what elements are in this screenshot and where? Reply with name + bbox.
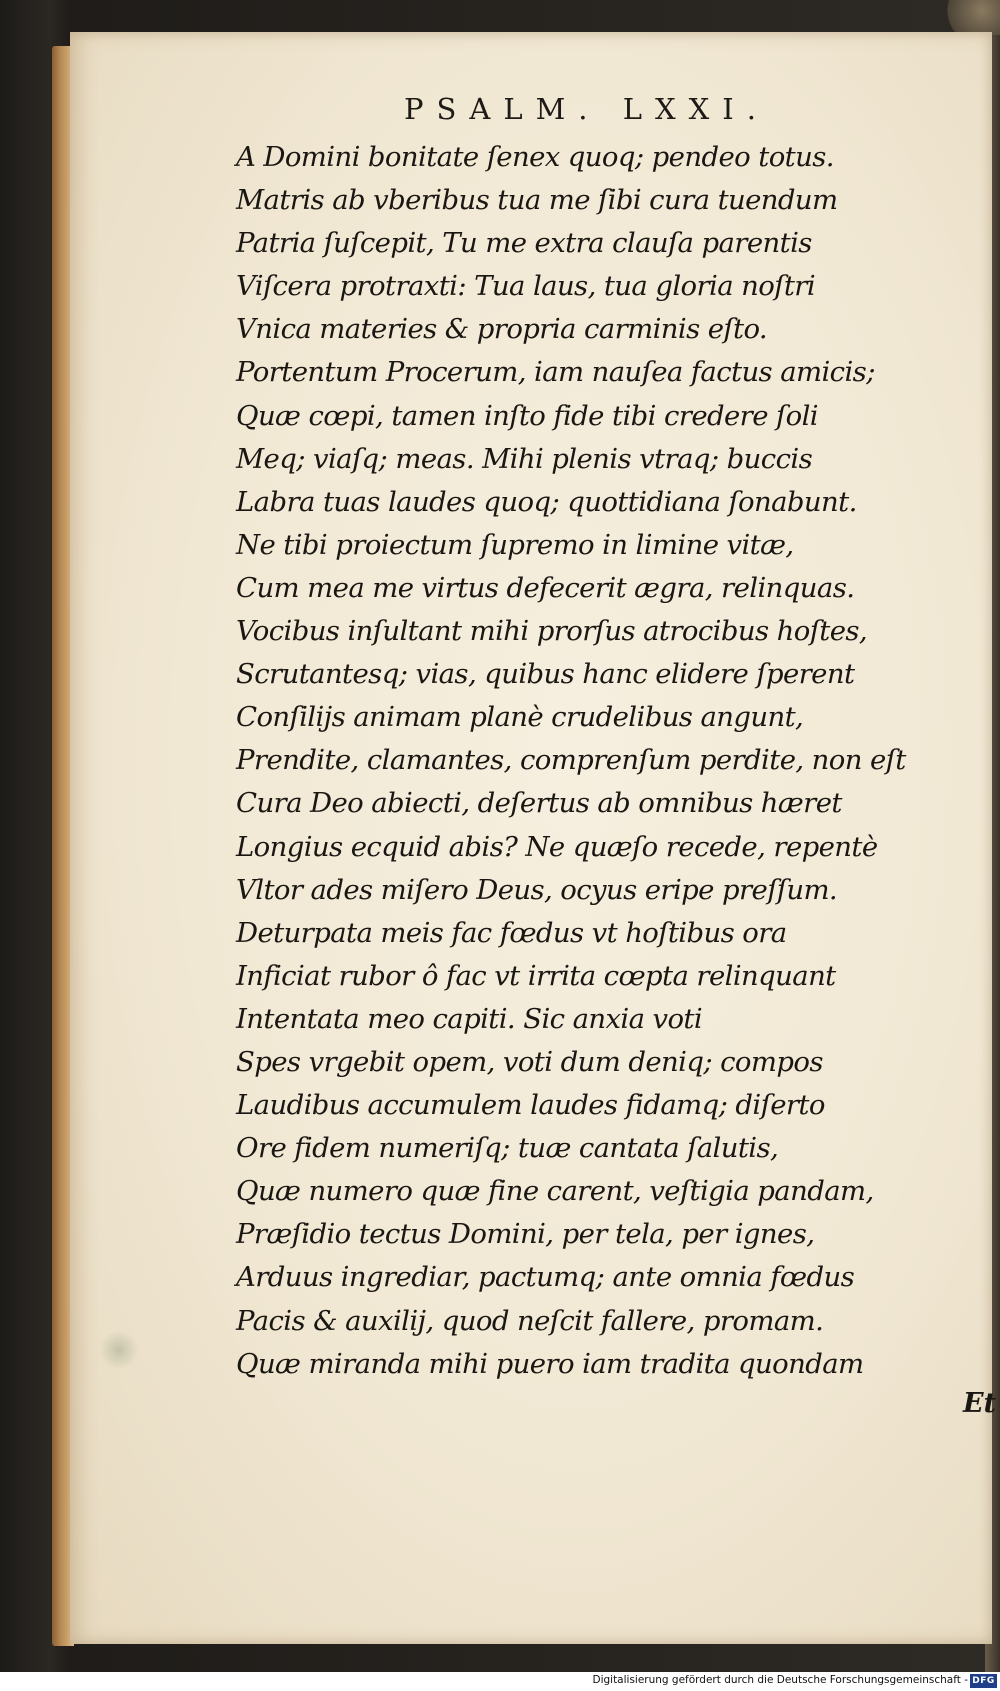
verse-line: Quæ numero quæ fine carent, veſtigia pandam, (236, 1175, 874, 1208)
verse-line: Pacis & auxilij, quod neſcit fallere, promam. (236, 1304, 824, 1337)
verse-line: Labra tuas laudes quoq; quottidiana ſonabunt. (236, 485, 857, 518)
verse-line: Conſilijs animam planè crudelibus angunt, (236, 701, 804, 734)
funding-credit: Digitalisierung gefördert durch die Deutsche Forschungsgemeinschaft - (592, 1674, 968, 1686)
verse-line: Deturpata meis fac fœdus vt hoſtibus ora (236, 916, 787, 949)
verse-line: Inficiat rubor ô fac vt irrita cœpta relinquant (236, 959, 836, 992)
dfg-logo: DFG (970, 1674, 997, 1688)
verse-line: Cura Deo abiecti, deſertus ab omnibus hæret (236, 787, 842, 820)
verse-line: Vocibus inſultant mihi prorſus atrocibus hoſtes, (236, 615, 868, 648)
verse-line: Vltor ades miſero Deus, ocyus eripe preſſum. (236, 873, 838, 906)
verse-line: Quæ cœpi, tamen inſto fide tibi credere ſoli (236, 399, 818, 432)
catchword: Et (963, 1388, 997, 1419)
verse-line: Cum mea me virtus defecerit ægra, relinquas. (236, 571, 855, 604)
verse-line: Intentata meo capiti. Sic anxia voti (236, 1002, 703, 1035)
verse-line: Portentum Procerum, iam nauſea factus amicis; (236, 356, 875, 389)
adjacent-page-corner (940, 0, 1000, 35)
running-header: PSALM. LXXI. (404, 92, 769, 126)
verse-line: Meq; viaſq; meas. Mihi plenis vtraq; buccis (236, 442, 813, 475)
verse-line: Longius ecquid abis? Ne quæſo recede, repentè (236, 830, 878, 863)
verse-line: Laudibus accumulem laudes fidamq; diſerto (236, 1089, 825, 1122)
verse-line: Ore fidem numeriſq; tuæ cantata ſalutis, (236, 1132, 779, 1165)
verse-line: Viſcera protraxti: Tua laus, tua gloria noſtri (236, 270, 816, 303)
verse-line: Arduus ingrediar, pactumq; ante omnia fœdus (236, 1261, 855, 1294)
verse-line: Spes vrgebit opem, voti dum deniq; compos (236, 1045, 823, 1078)
verse-line: Præſidio tectus Domini, per tela, per ignes, (236, 1218, 815, 1251)
verse-line: Scrutantesq; vias, quibus hanc elidere ſperent (236, 658, 855, 691)
verse-line: Matris ab vberibus tua me ſibi cura tuendum (236, 184, 838, 217)
verse-line: Patria ſuſcepit, Tu me extra clauſa parentis (236, 227, 812, 260)
psalm-verse (236, 136, 926, 1386)
verse-line: A Domini bonitate ſenex quoq; pendeo totus. (236, 141, 834, 173)
verse-line: Quæ miranda mihi puero iam tradita quondam (236, 1347, 864, 1380)
verse-line: Vnica materies & propria carminis eſto. (236, 313, 768, 346)
verse-line: Prendite, clamantes, comprenſum perdite, non eſt (236, 744, 906, 777)
verse-line: Ne tibi proiectum ſupremo in limine vitæ, (236, 528, 794, 561)
paper-stain (100, 1330, 138, 1370)
